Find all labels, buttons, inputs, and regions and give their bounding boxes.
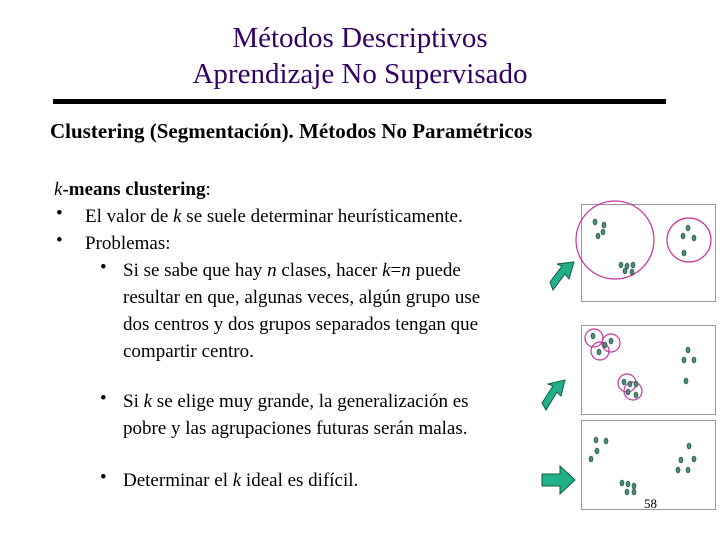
bullet-2: Problemas:	[85, 233, 171, 254]
bullet-dot-icon: •	[100, 467, 107, 488]
sub2-post: se elige muy grande, la generalización es	[152, 391, 469, 412]
data-points	[589, 437, 696, 495]
sub2-k: k	[143, 391, 153, 412]
sub2-pre: Si	[123, 391, 144, 412]
sub1-pre: Si se sabe que hay	[123, 260, 268, 281]
sub3-k: k	[232, 470, 242, 491]
sub1-n2: n	[401, 260, 411, 281]
sub1-n: n	[267, 260, 277, 281]
intro-k: k	[54, 179, 63, 200]
sub1-mid: clases, hacer	[276, 260, 383, 281]
bullet-dot-icon: •	[100, 257, 107, 278]
sub1-post: puede	[410, 260, 461, 281]
intro-bold: -means clustering	[62, 179, 206, 200]
arrow-right-icon	[550, 262, 574, 290]
sub-bullet-1-line-4: compartir centro.	[123, 341, 254, 362]
arrow-right-icon	[542, 466, 575, 494]
sub1-eq: =	[390, 260, 402, 281]
bullet-1-pre: El valor de	[85, 206, 174, 227]
cluster-circle	[576, 201, 654, 279]
cluster-circle	[667, 218, 711, 262]
title-line-1: Métodos Descriptivos	[232, 22, 488, 54]
intro-colon: :	[205, 179, 211, 200]
arrow-right-icon	[542, 380, 565, 410]
sub-bullet-1-line-3: dos centros y dos grupos separados tengan que	[123, 314, 479, 335]
page-number: 58	[644, 496, 657, 511]
sub3-post: ideal es difícil.	[241, 470, 359, 491]
data-points	[593, 219, 696, 275]
bullet-dot-icon: •	[100, 388, 107, 409]
section-subtitle: Clustering (Segmentación). Métodos No Paramétricos	[50, 119, 533, 143]
bullet-1-post: se suele determinar heurísticamente.	[181, 206, 463, 227]
sub-bullet-2-line-2: pobre y las agrupaciones futuras serán malas.	[123, 418, 468, 439]
bullet-1-k: k	[173, 206, 182, 227]
sub-bullet-1-line-2: resultar en que, algunas veces, algún grupo use	[123, 287, 481, 308]
sub1-k: k	[382, 260, 391, 281]
title-line-2: Aprendizaje No Supervisado	[192, 58, 528, 90]
bullet-dot-icon: •	[56, 203, 63, 224]
bullet-dot-icon: •	[56, 230, 63, 251]
data-points	[591, 333, 696, 398]
sub3-pre: Determinar el	[123, 470, 233, 491]
